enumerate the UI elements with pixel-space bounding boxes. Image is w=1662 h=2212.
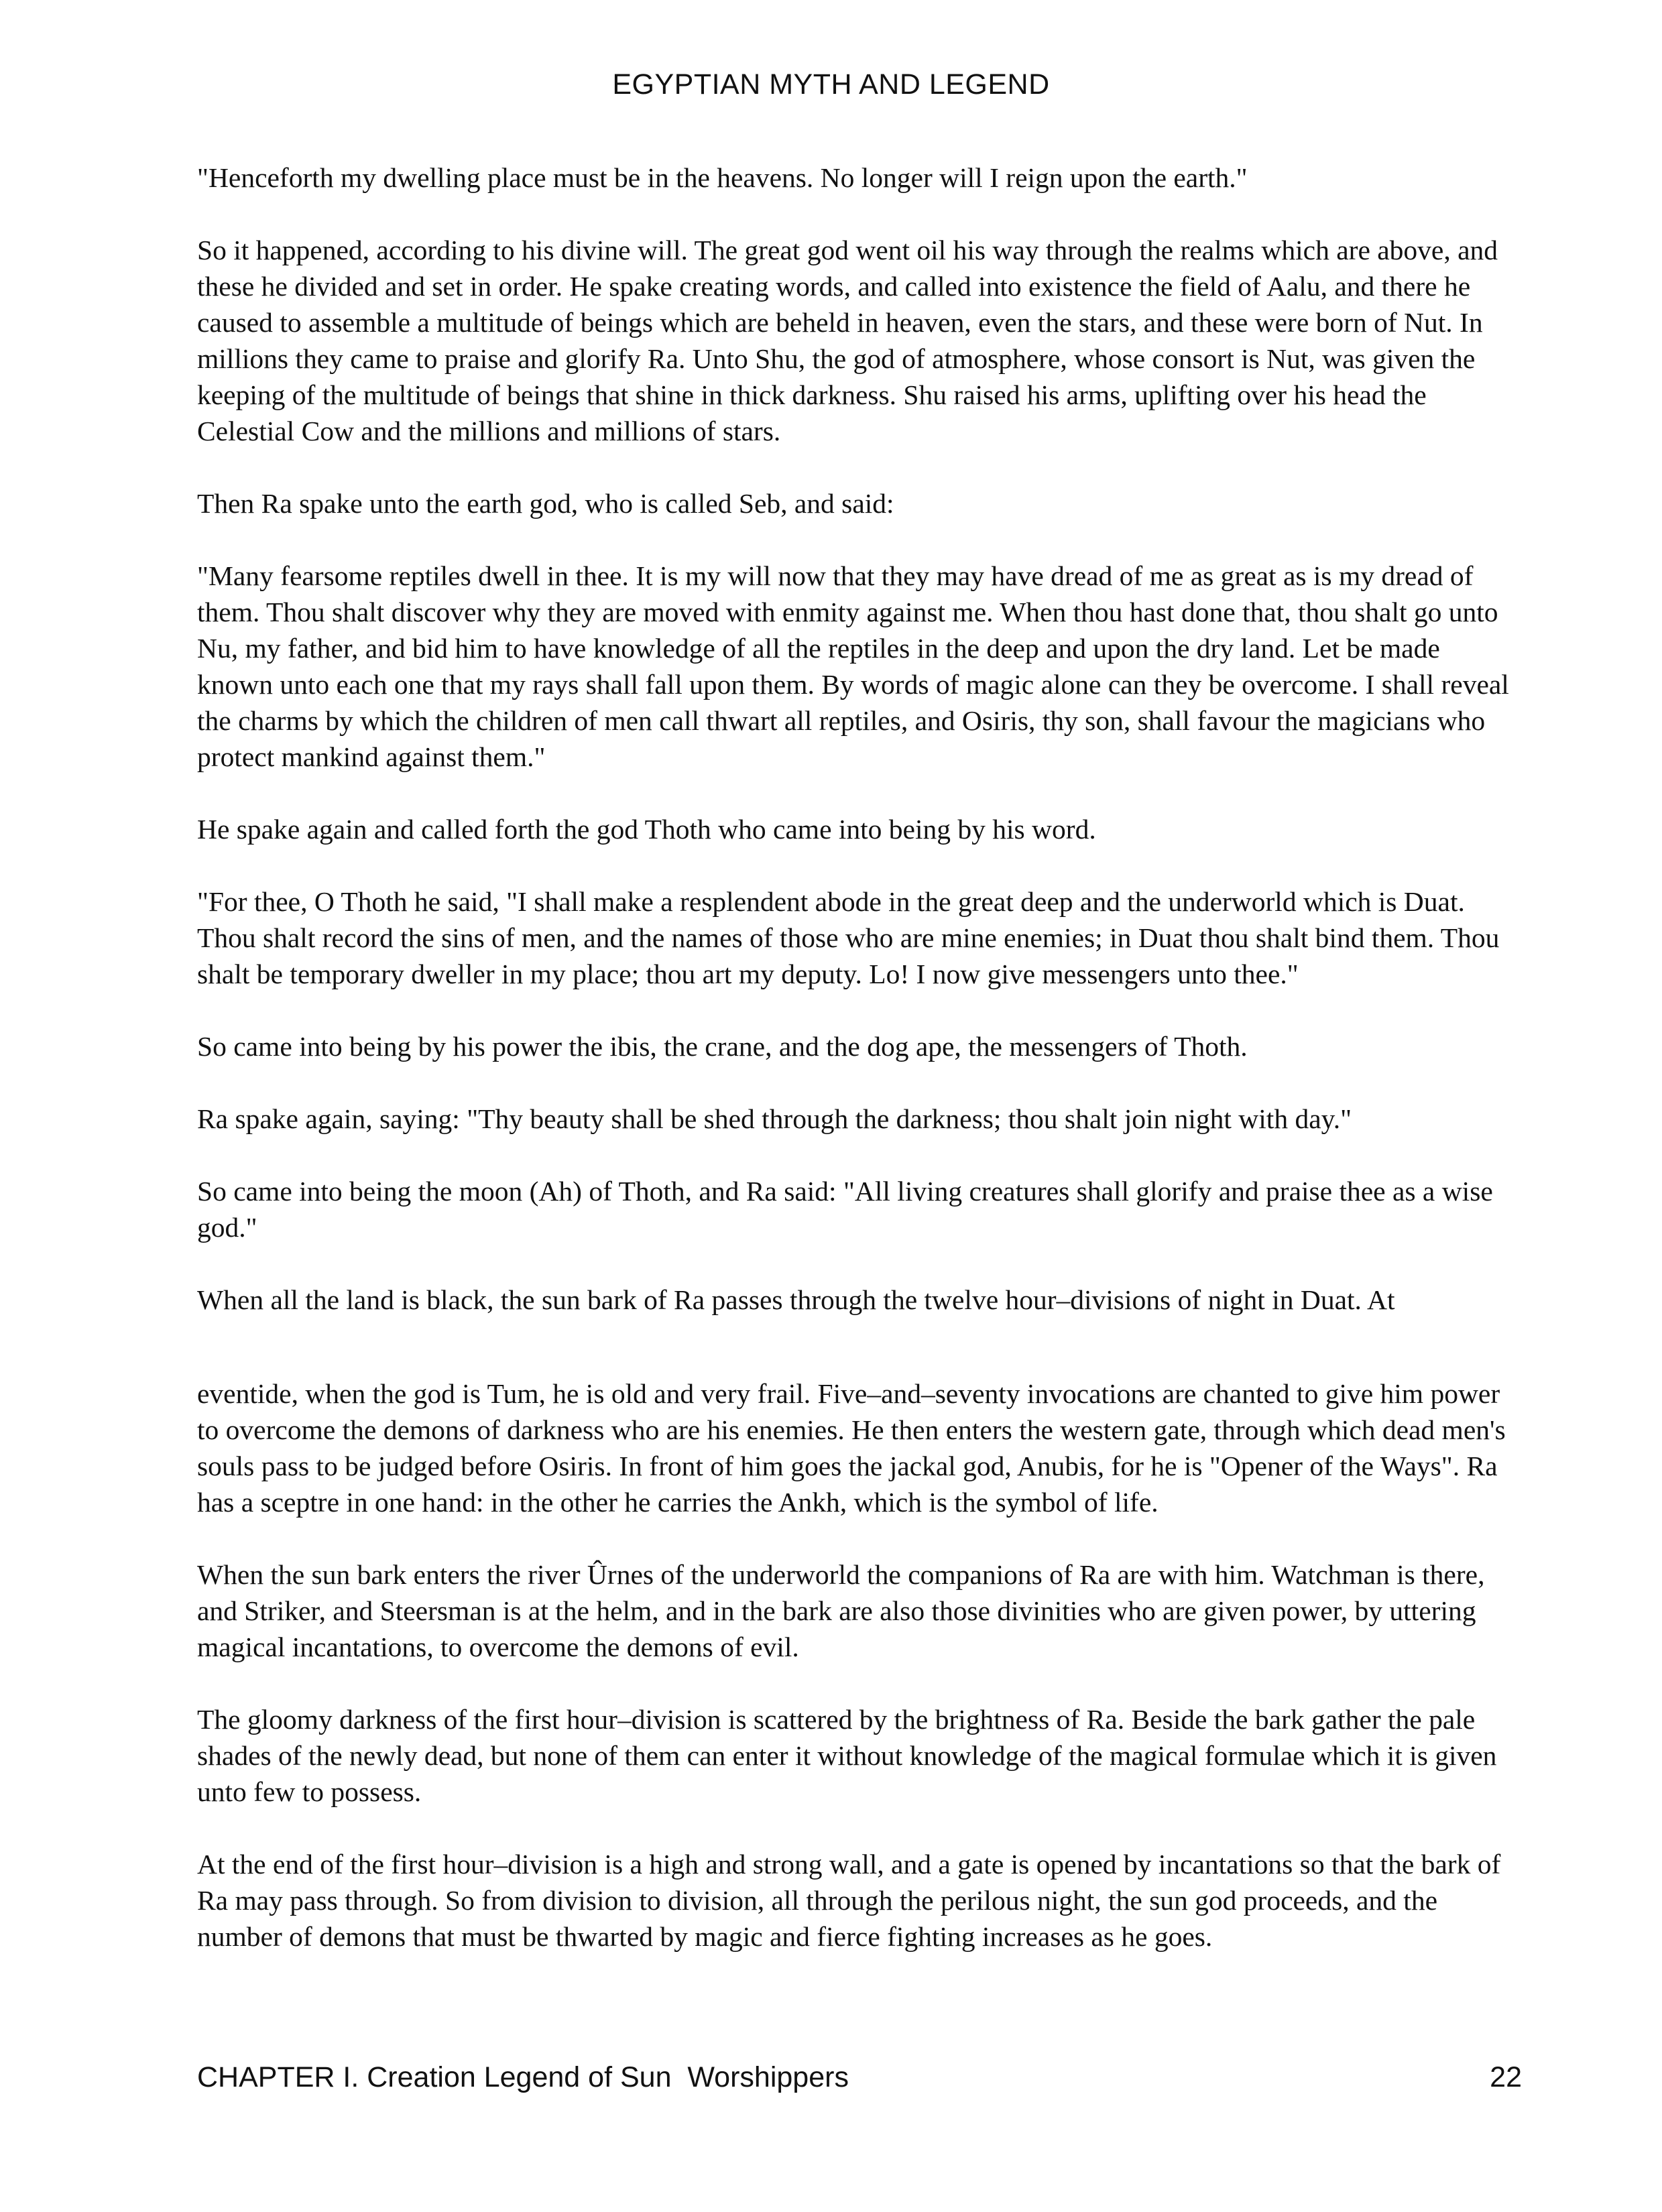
body-text — [197, 160, 1522, 1991]
paragraph: The gloomy darkness of the first hour–division is scattered by the brightness of Ra. Beside the bark gather the pale shades of the newly dead, but none of them can enter it without knowledge of the magical formulae which it is given unto few to possess. — [197, 1704, 1497, 1807]
paragraph: eventide, when the god is Tum, he is old and very frail. Five–and–seventy invocations are chanted to give him power to overcome the demons of darkness who are his enemies. He then enters the western gate, through which dead men's souls pass to be judged before Osiris. In front of him goes the jackal god, Anubis, for he is "Opener of the Ways". Ra has a sceptre in one hand: in the other he carries the Ankh, which is the symbol of life. — [197, 1378, 1506, 1518]
paragraph: Ra spake again, saying: "Thy beauty shall be shed through the darkness; thou shalt join night with day." — [197, 1103, 1352, 1134]
paragraph: When all the land is black, the sun bark of Ra passes through the twelve hour–divisions of night in Duat. At — [197, 1284, 1395, 1315]
paragraph: Then Ra spake unto the earth god, who is called Seb, and said: — [197, 488, 894, 519]
running-header-title: EGYPTIAN MYTH AND LEGEND — [612, 68, 1050, 101]
paragraph: "For thee, O Thoth he said, "I shall make a resplendent abode in the great deep and the underworld which is Duat. Thou shalt record the sins of men, and the names of those who are mine enemies; in Duat thou shalt bind them. Thou shalt be temporary dweller in my place; thou art my deputy. Lo! I now give messengers unto thee." — [197, 886, 1500, 989]
page-number: 22 — [1490, 2061, 1522, 2093]
paragraph: So came into being the moon (Ah) of Thoth, and Ra said: "All living creatures shall glorify and praise thee as a wise god." — [197, 1176, 1493, 1243]
paragraph: So came into being by his power the ibis, the crane, and the dog ape, the messengers of Thoth. — [197, 1031, 1248, 1062]
paragraph: When the sun bark enters the river Ûrnes of the underworld the companions of Ra are with him. Watchman is there, and Striker, and Steersman is at the helm, and in the bark are also those divinities who are given power, by uttering magical incantations, to overcome the demons of evil. — [197, 1559, 1485, 1662]
paragraph: He spake again and called forth the god Thoth who came into being by his word. — [197, 814, 1096, 845]
footer-chapter-title: CHAPTER I. Creation Legend of Sun Worshippers — [197, 2061, 849, 2093]
paragraph: At the end of the first hour–division is a high and strong wall, and a gate is opened by incantations so that the bark of Ra may pass through. So from division to division, all through the perilous night, the sun god proceeds, and the number of demons that must be thwarted by magic and fierce fighting increases as he goes. — [197, 1849, 1501, 1952]
paragraph: So it happened, according to his divine will. The great god went oil his way through the realms which are above, and these he divided and set in order. He spake creating words, and called into existence the field of Aalu, and there he caused to assemble a multitude of beings which are beheld in heaven, even the stars, and these were born of Nut. In millions they came to praise and glorify Ra. Unto Shu, the god of atmosphere, whose consort is Nut, was given the keeping of the multitude of beings that shine in thick darkness. Shu raised his arms, uplifting over his head the Celestial Cow and the millions and millions of stars. — [197, 235, 1498, 446]
paragraph: "Henceforth my dwelling place must be in the heavens. No longer will I reign upon the earth." — [197, 162, 1248, 193]
paragraph: "Many fearsome reptiles dwell in thee. It is my will now that they may have dread of me as great as is my dread of them. Thou shalt discover why they are moved with enmity against me. When thou hast done that, thou shalt go unto Nu, my father, and bid him to have knowledge of all the reptiles in the deep and upon the dry land. Let be made known unto each one that my rays shall fall upon them. By words of magic alone can they be overcome. I shall reveal the charms by which the children of men call thwart all reptiles, and Osiris, thy son, shall favour the magicians who protect mankind against them." — [197, 560, 1509, 772]
